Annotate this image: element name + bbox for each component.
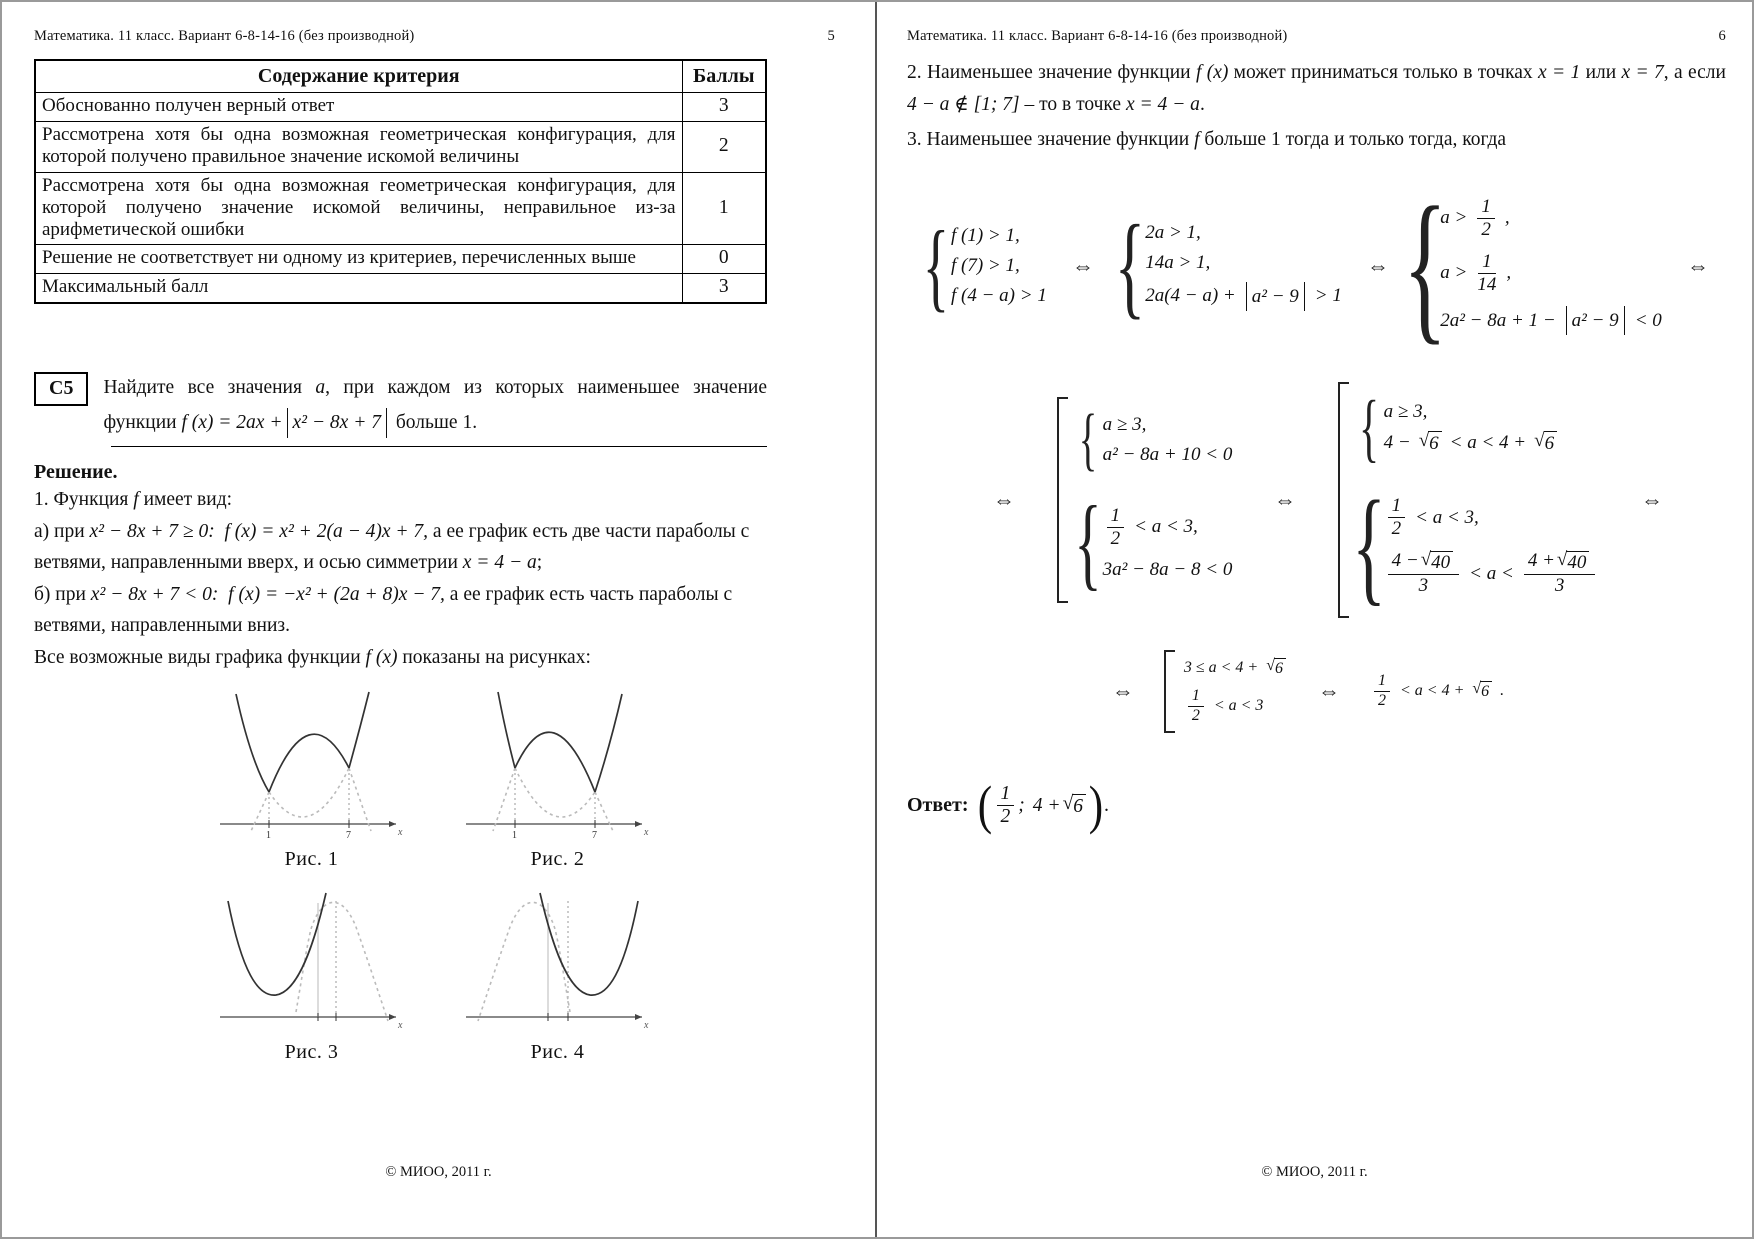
iff-symbol: ⇔ (993, 487, 1015, 513)
x-axis-label: x (643, 1019, 648, 1031)
figure-4 (460, 877, 656, 1064)
solid-left-branch (236, 694, 269, 792)
dashed-cap-right-tail (595, 792, 613, 831)
solution-paragraph-a (34, 516, 774, 579)
problem-seg: больше 1. (390, 412, 478, 434)
brace-left: { (1073, 485, 1102, 601)
math-line: f (7) > 1, (951, 255, 1020, 277)
x-axis-arrow (389, 1014, 396, 1020)
figure-caption: Рис. 3 (284, 1040, 339, 1063)
math-var-a: a (315, 376, 326, 398)
math-line: 2a² − 8a + 1 − a² − 9 < 0 (1440, 306, 1662, 335)
iff-symbol: ⇔ (1111, 678, 1134, 704)
criterion-score: 3 (682, 274, 766, 303)
case-bracket-group-1 (1057, 399, 1233, 601)
page-number: 6 (1718, 28, 1726, 44)
case-system-1 (1077, 401, 1233, 479)
case-system-3 (1358, 386, 1559, 471)
fraction: $\frac{1}{2}$ (997, 784, 1015, 828)
dashed-cap (478, 902, 570, 1021)
criterion-text: Решение не соответствует ни одному из критериев, перечисленных выше (35, 245, 682, 274)
page-number: 5 (827, 28, 835, 44)
math-line: a ≥ 3, (1102, 414, 1147, 436)
brace-left: { (1351, 475, 1386, 618)
text-seg: показаны на рисунках: (397, 647, 591, 668)
sqrt-expression: √ 6 (1063, 794, 1086, 818)
paragraph-2 (907, 57, 1726, 122)
figure-1-graph (214, 684, 410, 846)
text-seg: Все возможные виды графика функции (34, 647, 366, 668)
math-line: 2a(4 − a) + a² − 9 > 1 (1145, 282, 1342, 311)
figure-2-graph (460, 684, 656, 846)
dashed-cap-left-tail (251, 792, 269, 831)
figures-intro (34, 642, 774, 674)
text-seg: ; (536, 552, 543, 574)
criterion-score: 3 (682, 93, 766, 122)
table-row (35, 93, 766, 122)
math-row-1 (907, 173, 1709, 360)
math-seg: 4 − a ∉ [1; 7] (907, 94, 1020, 116)
text-seg: , а если (1663, 62, 1726, 83)
system-expanded (1114, 202, 1342, 331)
criterion-text: Рассмотрена хотя бы одна возможная геометрическая конфигурация, для которой получено значение искомой величины, неправильное из-за арифметической ошибки (35, 172, 682, 245)
x-axis-label: x (397, 1019, 402, 1031)
math-line: $\frac{1}{2}$ < a < 3, (1384, 496, 1479, 539)
math-line: 3a² − 8a − 8 < 0 (1102, 558, 1233, 580)
system-simplified (1403, 173, 1662, 360)
criterion-text: Максимальный балл (35, 274, 682, 303)
fraction: $\frac{1}{2}$ (1477, 197, 1495, 240)
math-line: 14a > 1, (1145, 251, 1211, 273)
solution-paragraph-1 (34, 484, 774, 516)
text-seg: б) при (34, 583, 91, 605)
page-header (34, 28, 835, 45)
math-line: 4 − √ 6 < a < 4 + √ 6 (1384, 431, 1559, 455)
figure-2 (460, 684, 656, 871)
case-system-2 (1073, 485, 1233, 601)
sqrt-expression: √ 6 (1266, 658, 1286, 678)
figure-1 (214, 684, 410, 871)
text-seg: 3. Наименьшее значение функции (907, 128, 1195, 150)
math-seg: f (1194, 128, 1200, 150)
criterion-score: 0 (682, 245, 766, 274)
brace-left: { (922, 210, 950, 322)
text-seg: имеет вид: (138, 489, 233, 511)
text-seg: – то в точке (1019, 94, 1126, 116)
text-seg: а ее график есть часть параболы с ветвями, направленными вниз. (34, 583, 733, 637)
math-row-2 (907, 384, 1709, 616)
criterion-text: Обоснованно получен верный ответ (35, 93, 682, 122)
solid-valley-curve (540, 893, 638, 995)
answer-interval: $\frac{1}{2}$ ; 4 + √ 6 (993, 784, 1089, 828)
text-seg: больше 1 тогда и только тогда, когда (1199, 128, 1507, 150)
figure-caption: Рис. 1 (284, 847, 339, 870)
math-line: 4 − √ 40 3 < a < 4 + √ 40 3 (1384, 551, 1600, 596)
figure-caption: Рис. 4 (530, 1040, 585, 1063)
x-axis-arrow (389, 821, 396, 827)
sqrt-expression: √ 6 (1419, 431, 1442, 455)
iff-symbol: ⇔ (1317, 678, 1340, 704)
fraction: $\frac{1}{14}$ (1477, 250, 1497, 295)
fraction-with-sqrt: 4 − √ 40 3 (1388, 551, 1460, 596)
tick-label-7: 7 (591, 829, 597, 841)
math-seg: x = 4 − a (1125, 94, 1200, 116)
abs-expression: a² − 9 (1566, 306, 1625, 335)
figure-3 (214, 877, 410, 1064)
page-header (907, 28, 1726, 45)
page-left (2, 2, 877, 1237)
dashed-parabola-valley (269, 768, 349, 817)
math-line: a ≥ 3, (1383, 401, 1428, 423)
text-seg: 2. Наименьшее значение функции (907, 62, 1196, 83)
table-header-row (35, 60, 766, 93)
brace-left: { (1114, 202, 1146, 331)
problem-seg: , при каждом из которых наименьшее значение функции (103, 376, 767, 434)
paragraph-3 (907, 124, 1726, 156)
solid-cap (515, 732, 595, 792)
table-row (35, 122, 766, 172)
running-title: Математика. 11 класс. Вариант 6-8-14-16 (без производной) (34, 28, 415, 44)
dashed-cap (296, 902, 388, 1021)
sqrt-expression: √ 6 (1472, 681, 1492, 701)
math-row-3 (907, 652, 1709, 731)
paren-right: ) (1088, 774, 1104, 835)
problem-seg: Найдите все значения (103, 376, 316, 398)
sqrt-expression: √ 6 (1534, 431, 1557, 455)
math-fx: f (x) = 2ax + (181, 412, 283, 434)
brace-left: { (1358, 386, 1379, 471)
running-title: Математика. 11 класс. Вариант 6-8-14-16 (без производной) (907, 28, 1288, 44)
case-bracket-group-2 (1338, 384, 1600, 616)
final-inequality: $\frac{1}{2}$ < a < 4 + √ 6 . (1370, 673, 1504, 710)
abs-expression: x² − 8x + 7 (287, 408, 387, 438)
text-seg: или (1580, 62, 1622, 83)
case-system-4 (1351, 475, 1600, 618)
math-line: a > $\frac{1}{2}$ , (1440, 195, 1510, 240)
math-seg: x = 1 (1538, 62, 1581, 83)
tick-label-1: 1 (511, 829, 517, 841)
x-axis-arrow (635, 1014, 642, 1020)
text-seg: а) при (34, 520, 90, 542)
tick-label-1: 1 (265, 829, 271, 841)
brace-left: { (1403, 173, 1448, 360)
figures-grid (214, 684, 656, 1064)
table-row (35, 274, 766, 303)
text-seg: . (1199, 94, 1205, 116)
math-line: f (4 − a) > 1 (951, 285, 1047, 307)
figure-3-graph (214, 877, 410, 1039)
criteria-table (34, 59, 767, 304)
dashed-cap-right-tail (349, 768, 371, 831)
fraction: $\frac{1}{2}$ (1388, 496, 1406, 539)
math-seg: x = 4 − a (462, 552, 537, 574)
paren-left: ( (977, 774, 992, 835)
math-line: 3 ≤ a < 4 + √ 6 (1184, 658, 1288, 678)
math-seg: x² − 8x + 7 ≥ 0: f (x) = x² + 2(a − 4)x + 7, (89, 520, 429, 542)
iff-symbol: ⇔ (1072, 253, 1095, 279)
case-bracket-final (1164, 652, 1288, 731)
math-seg: x = 7 (1621, 62, 1664, 83)
criterion-score: 1 (682, 172, 766, 245)
dashed-parabola-valley (515, 768, 595, 817)
abs-expression: a² − 9 (1246, 282, 1305, 311)
math-line: f (1) > 1, (951, 225, 1020, 247)
x-axis-label: x (397, 826, 402, 838)
page-right (877, 2, 1752, 1237)
table-row (35, 245, 766, 274)
math-seg: f (133, 489, 139, 511)
math-line: 2a > 1, (1145, 221, 1201, 243)
solution-title: Решение. (34, 461, 118, 484)
fraction: $\frac{1}{2}$ (1374, 673, 1390, 710)
math-line: $\frac{1}{2}$ < a < 3 (1184, 688, 1264, 725)
brace-left: { (1078, 401, 1097, 479)
figure-4-graph (460, 877, 656, 1039)
solid-valley-curve (228, 893, 326, 995)
iff-symbol: ⇔ (1686, 253, 1709, 279)
criterion-score: 2 (682, 122, 766, 172)
math-seg: f (x) (1195, 62, 1229, 83)
criteria-column-header: Содержание критерия (35, 60, 682, 93)
text-seg: а ее график есть две части параболы с ветвями, направленными вверх, и осью симметрии (34, 520, 750, 574)
x-axis-label: x (643, 826, 648, 838)
math-line: a² − 8a + 10 < 0 (1102, 444, 1233, 466)
problem-text (103, 370, 767, 440)
answer-period: . (1104, 794, 1110, 817)
math-seg: x² − 8x + 7 < 0: f (x) = −x² + (2a + 8)x − 7, (90, 583, 445, 605)
math-line: $\frac{1}{2}$ < a < 3, (1103, 506, 1198, 549)
solid-right-branch (595, 694, 622, 792)
solid-right-branch (349, 692, 369, 768)
score-column-header: Баллы (682, 60, 766, 93)
x-axis-arrow (635, 821, 642, 827)
page-footer: © МИОО, 2011 г. (385, 1164, 492, 1180)
answer-line (907, 774, 1726, 835)
text-seg: может приниматься только в точках (1228, 62, 1538, 83)
fraction: $\frac{1}{2}$ (1107, 506, 1125, 549)
dashed-cap-left-tail (493, 768, 515, 831)
iff-symbol: ⇔ (1640, 487, 1663, 513)
solid-left-branch (498, 692, 515, 768)
math-line: a > $\frac{1}{14}$ , (1440, 250, 1512, 295)
answer-label: Ответ: (907, 794, 969, 817)
problem-separator-rule (111, 446, 767, 447)
criterion-text: Рассмотрена хотя бы одна возможная геометрическая конфигурация, для которой получено правильное значение искомой величины (35, 122, 682, 172)
solution-paragraph-b (34, 579, 774, 642)
tick-label-7: 7 (345, 829, 351, 841)
fraction: $\frac{1}{2}$ (1188, 688, 1204, 725)
system-f-conditions (922, 210, 1047, 322)
solid-cap (269, 734, 349, 792)
fraction-with-sqrt: 4 + √ 40 3 (1524, 551, 1596, 596)
table-row (35, 172, 766, 245)
text-seg: 1. Функция (34, 489, 134, 511)
figure-caption: Рис. 2 (530, 847, 585, 870)
page-footer: © МИОО, 2011 г. (1261, 1164, 1368, 1180)
problem-block (34, 370, 767, 440)
iff-symbol: ⇔ (1367, 253, 1390, 279)
math-seg: f (x) (365, 647, 398, 668)
problem-label-box: С5 (34, 372, 88, 406)
iff-symbol: ⇔ (1273, 487, 1296, 513)
